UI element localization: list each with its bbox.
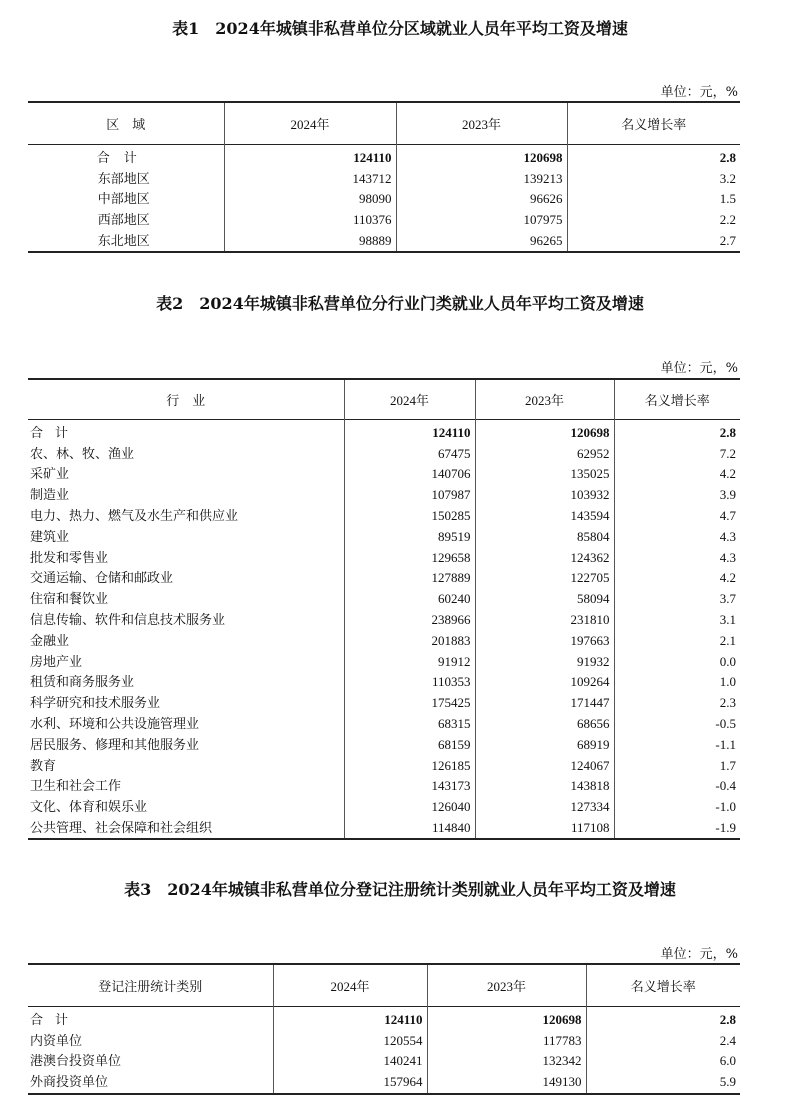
value-2024: 124110 (273, 1006, 427, 1030)
value-2023: 117783 (427, 1030, 586, 1051)
row-label: 信息传输、软件和信息技术服务业 (30, 612, 226, 628)
row-label: 农、林、牧、渔业 (30, 445, 135, 461)
value-2024: 67475 (344, 443, 475, 464)
value-2024: 110353 (344, 672, 475, 693)
value-2024: 98889 (224, 231, 396, 253)
value-2024: 201883 (344, 630, 475, 651)
value-2023: 124362 (475, 547, 614, 568)
header-row (28, 102, 740, 144)
value-2024: 157964 (273, 1072, 427, 1094)
column-header: 2024年 (344, 379, 475, 419)
value-2023: 132342 (427, 1051, 586, 1072)
row-label: 西部地区 (97, 212, 150, 228)
value-2024: 127889 (344, 568, 475, 589)
value-2024: 68315 (344, 714, 475, 735)
growth-rate: 2.4 (586, 1030, 740, 1051)
growth-rate: 2.8 (586, 1006, 740, 1030)
row-label: 居民服务、修理和其他服务业 (30, 736, 200, 752)
row-label: 合计 (96, 149, 151, 165)
column-header: 2024年 (224, 102, 396, 144)
row-label: 港澳台投资单位 (30, 1053, 122, 1069)
growth-rate: 2.1 (614, 630, 740, 651)
table-row (28, 168, 740, 189)
value-2024: 60240 (344, 589, 475, 610)
total-row (28, 1006, 740, 1030)
column-header: 2023年 (396, 102, 567, 144)
table-row (28, 818, 740, 840)
table-row (28, 443, 740, 464)
value-2023: 143594 (475, 506, 614, 527)
column-header: 区 域 (106, 116, 146, 132)
row-label: 外商投资单位 (30, 1074, 109, 1090)
value-2023: 127334 (475, 797, 614, 818)
table-row (28, 568, 740, 589)
table-regions (28, 101, 740, 253)
value-2023: 120698 (396, 144, 567, 168)
row-label: 水利、环境和公共设施管理业 (30, 716, 200, 732)
value-2024: 89519 (344, 526, 475, 547)
row-label: 东北地区 (97, 233, 150, 249)
growth-rate: 5.9 (586, 1072, 740, 1094)
value-2023: 143818 (475, 776, 614, 797)
value-2023: 135025 (475, 464, 614, 485)
row-label: 合计 (30, 1011, 81, 1027)
value-2023: 109264 (475, 672, 614, 693)
table2-unit: 单位：元，% (660, 361, 738, 376)
row-label: 合计 (30, 424, 81, 440)
total-row (28, 419, 740, 443)
table-row (28, 651, 740, 672)
value-2024: 140241 (273, 1051, 427, 1072)
row-label: 房地产业 (30, 653, 83, 669)
value-2024: 143173 (344, 776, 475, 797)
growth-rate: 2.7 (567, 231, 740, 253)
table-row (28, 776, 740, 797)
growth-rate: 4.3 (614, 526, 740, 547)
value-2023: 122705 (475, 568, 614, 589)
growth-rate: -1.0 (614, 797, 740, 818)
value-2024: 124110 (344, 419, 475, 443)
table-row (28, 734, 740, 755)
row-label: 教育 (30, 757, 57, 773)
value-2023: 58094 (475, 589, 614, 610)
value-2024: 114840 (344, 818, 475, 840)
row-label: 中部地区 (97, 191, 150, 207)
value-2024: 143712 (224, 168, 396, 189)
value-2023: 197663 (475, 630, 614, 651)
growth-rate: 1.0 (614, 672, 740, 693)
row-label: 公共管理、社会保障和社会组织 (30, 820, 213, 836)
growth-rate: 3.7 (614, 589, 740, 610)
value-2023: 103932 (475, 485, 614, 506)
growth-rate: 2.8 (567, 144, 740, 168)
value-2024: 91912 (344, 651, 475, 672)
growth-rate: 3.9 (614, 485, 740, 506)
table-row (28, 1030, 740, 1051)
table-row (28, 610, 740, 631)
growth-rate: 1.5 (567, 189, 740, 210)
growth-rate: 2.2 (567, 210, 740, 231)
row-label: 租赁和商务服务业 (30, 674, 135, 690)
table3-unit: 单位：元，% (660, 947, 738, 962)
growth-rate: 1.7 (614, 755, 740, 776)
growth-rate: 3.1 (614, 610, 740, 631)
value-2024: 110376 (224, 210, 396, 231)
value-2023: 96265 (396, 231, 567, 253)
value-2024: 98090 (224, 189, 396, 210)
value-2023: 91932 (475, 651, 614, 672)
value-2023: 139213 (396, 168, 567, 189)
row-label: 制造业 (30, 487, 70, 503)
value-2023: 96626 (396, 189, 567, 210)
value-2024: 68159 (344, 734, 475, 755)
table-row (28, 210, 740, 231)
growth-rate: -0.4 (614, 776, 740, 797)
row-label: 住宿和餐饮业 (30, 591, 109, 607)
value-2023: 171447 (475, 693, 614, 714)
value-2024: 238966 (344, 610, 475, 631)
table1-unit: 单位：元，% (660, 85, 738, 100)
table2-title: 表2 2024年城镇非私营单位分行业门类就业人员年平均工资及增速 (156, 294, 644, 313)
table-row (28, 506, 740, 527)
value-2023: 107975 (396, 210, 567, 231)
growth-rate: 0.0 (614, 651, 740, 672)
row-label: 采矿业 (30, 466, 70, 482)
value-2024: 129658 (344, 547, 475, 568)
value-2023: 68919 (475, 734, 614, 755)
row-label: 建筑业 (30, 528, 70, 544)
table-row (28, 485, 740, 506)
value-2024: 120554 (273, 1030, 427, 1051)
row-label: 卫生和社会工作 (30, 778, 122, 794)
growth-rate: -0.5 (614, 714, 740, 735)
growth-rate: 4.7 (614, 506, 740, 527)
growth-rate: 4.2 (614, 464, 740, 485)
row-label: 文化、体育和娱乐业 (30, 799, 148, 815)
row-label: 科学研究和技术服务业 (30, 695, 161, 711)
value-2024: 140706 (344, 464, 475, 485)
header-row (28, 379, 740, 419)
table-row (28, 714, 740, 735)
value-2024: 175425 (344, 693, 475, 714)
growth-rate: 2.3 (614, 693, 740, 714)
table-row (28, 672, 740, 693)
value-2023: 120698 (475, 419, 614, 443)
table-row (28, 755, 740, 776)
table-row (28, 464, 740, 485)
value-2024: 126040 (344, 797, 475, 818)
table-row (28, 589, 740, 610)
value-2023: 68656 (475, 714, 614, 735)
growth-rate: 4.3 (614, 547, 740, 568)
row-label: 交通运输、仓储和邮政业 (30, 570, 174, 586)
growth-rate: -1.9 (614, 818, 740, 840)
total-row (28, 144, 740, 168)
column-header: 名义增长率 (567, 102, 740, 144)
value-2023: 62952 (475, 443, 614, 464)
value-2023: 85804 (475, 526, 614, 547)
table-industries (28, 378, 740, 840)
table-row (28, 189, 740, 210)
table-row (28, 630, 740, 651)
column-header: 2024年 (273, 964, 427, 1006)
row-label: 内资单位 (30, 1032, 83, 1048)
value-2023: 124067 (475, 755, 614, 776)
column-header: 2023年 (475, 379, 614, 419)
header-row (28, 964, 740, 1006)
value-2023: 149130 (427, 1072, 586, 1094)
column-header: 行 业 (166, 392, 206, 408)
table-row (28, 1072, 740, 1094)
table-row (28, 693, 740, 714)
row-label: 东部地区 (97, 170, 150, 186)
table3-title: 表3 2024年城镇非私营单位分登记注册统计类别就业人员年平均工资及增速 (124, 880, 676, 899)
growth-rate: 6.0 (586, 1051, 740, 1072)
column-header: 登记注册统计类别 (98, 978, 203, 994)
growth-rate: -1.1 (614, 734, 740, 755)
table-row (28, 526, 740, 547)
growth-rate: 3.2 (567, 168, 740, 189)
table-registration-types (28, 963, 740, 1095)
row-label: 电力、热力、燃气及水生产和供应业 (30, 508, 239, 524)
column-header: 名义增长率 (586, 964, 740, 1006)
value-2023: 120698 (427, 1006, 586, 1030)
value-2024: 124110 (224, 144, 396, 168)
table-row (28, 231, 740, 253)
growth-rate: 4.2 (614, 568, 740, 589)
value-2024: 107987 (344, 485, 475, 506)
table-row (28, 797, 740, 818)
table-row (28, 1051, 740, 1072)
table-row (28, 547, 740, 568)
row-label: 金融业 (30, 632, 70, 648)
value-2024: 126185 (344, 755, 475, 776)
growth-rate: 7.2 (614, 443, 740, 464)
value-2023: 117108 (475, 818, 614, 840)
growth-rate: 2.8 (614, 419, 740, 443)
value-2023: 231810 (475, 610, 614, 631)
column-header: 2023年 (427, 964, 586, 1006)
row-label: 批发和零售业 (30, 549, 109, 565)
value-2024: 150285 (344, 506, 475, 527)
column-header: 名义增长率 (614, 379, 740, 419)
table1-title: 表1 2024年城镇非私营单位分区域就业人员年平均工资及增速 (172, 19, 628, 38)
